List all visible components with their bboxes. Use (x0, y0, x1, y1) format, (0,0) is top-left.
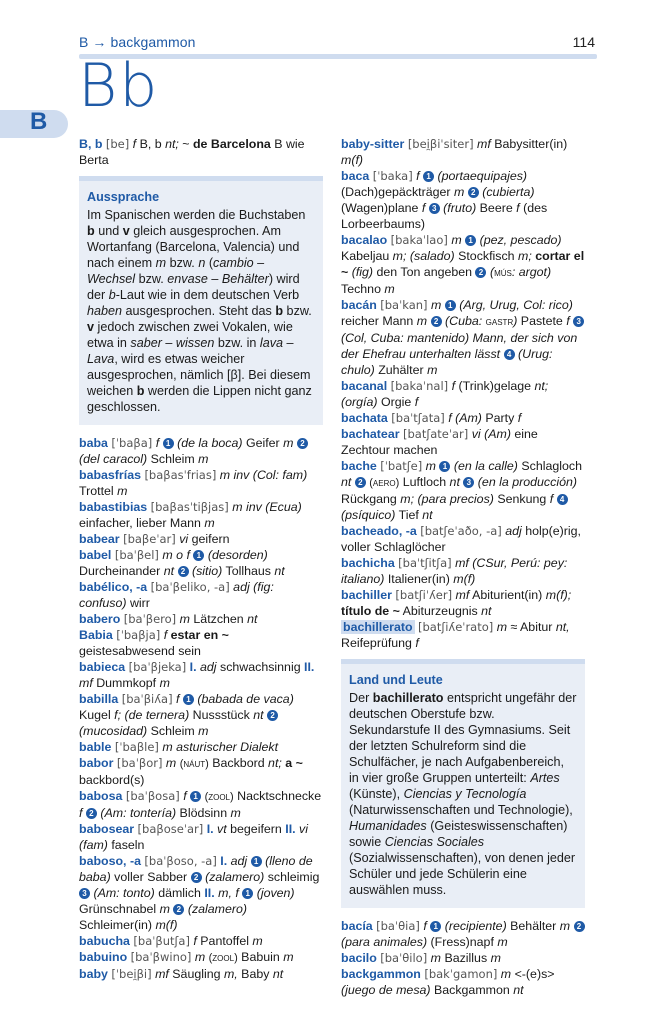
entry-baby: baby [ˈbei̯βi] mf Säugling m, Baby nt (79, 967, 284, 981)
aussprache-text: Im Spanischen werden die Buchstaben b und v gleich ausgesprochen. Am Wortanfang (Barcelona, Valencia) und nach einem m bzw. n (cambio – Wechsel bzw. envase – Behälter) wird der b-Laut wie in dem deutschen Verb haben ausgesprochen. Steht das b bzw. v jedoch zwischen zwei Vokalen, wie etwa in saber – wissen bzw. in lava – Lava, wird es etwas weicher ausgesprochen, nämlich [β]. Bei diesem weichen b werden die Lippen nicht ganz geschlossen. (87, 208, 312, 414)
entry-bachata: bachata [baˈtʃata] f (Am) Party f (341, 411, 522, 425)
running-title: B → backgammon (79, 34, 196, 50)
land-und-leute-text: Der bachillerato entspricht ungefähr der deutschen Oberstufe bzw. Sekundarstufe II des Gymnasiums. Seit der letzten Schulreform sind die Schulfächer, je nach Aufgabenbereich, in vier große Gruppen unterteilt: Artes (Künste), Ciencias y Tecnología (Naturwissenschaften und Technologie), Humanidades (Geisteswissenschaften) sowie Ciencias Sociales (Sozialwissenschaften), von denen jeder Schüler und jede Schülerin eine auswählen muss. (349, 691, 577, 897)
entry-bacanal: bacanal [bakaˈnal] f (Trink)gelage nt; (orgía) Orgie f (341, 379, 549, 409)
entry-bachatear: bachatear [batʃateˈar] vi (Am) eine Zechtour machen (341, 427, 538, 457)
entry-babero: babero [baˈβero] m Lätzchen nt (79, 612, 258, 626)
entry-babear: babear [baβeˈar] vi geifern (79, 532, 230, 546)
entry-babosa: babosa [baˈβosa] f 1 (zool) Nacktschnecke f 2 (Am: tontería) Blödsinn m (79, 789, 322, 820)
page-number: 114 (572, 34, 595, 50)
entry-babelico: babélico, -a [baˈβeliko, -a] adj (fig: confuso) wirr (79, 580, 274, 610)
thumb-index-letter: B (30, 108, 48, 135)
entry-baca: baca [ˈbaka] f 1 (portaequipajes) (Dach)gepäckträger m 2 (cubierta) (Wagen)plane f 3 (fruto) Beere f (des Lorbeerbaums) (341, 169, 548, 231)
land-und-leute-box (341, 659, 585, 908)
entry-baby-sitter: baby-sitter [bei̯βiˈsiter] mf Babysitter(in) m(f) (341, 137, 568, 167)
entry-babieca: babieca [baˈβjeka] I. adj schwachsinnig II. mf Dummkopf m (79, 660, 315, 690)
entry-babosear: babosear [baβoseˈar] I. vt begeifern II. vi (fam) faseln (79, 822, 308, 852)
entry-bachillerato: bachillerato [batʃiʎeˈrato] m ≈ Abitur nt, Reifeprüfung f (341, 620, 570, 650)
aussprache-box (79, 176, 323, 425)
entry-bache: bache [ˈbatʃe] m 1 (en la calle) Schlagloch nt 2 (aero) Luftloch nt 3 (en la producción) Rückgang m; (para precios) Senkung f 4 (psíquico) Tief nt (341, 459, 582, 522)
entry-b: B, b [be] f B, b nt; ~ de Barcelona B wie Berta (79, 137, 305, 167)
land-und-leute-title: Land und Leute (349, 673, 443, 687)
entry-bachiller: bachiller [batʃiˈʎer] mf Abiturient(in) m(f); título de ~ Abiturzeugnis nt (341, 588, 572, 618)
entry-baba: baba [ˈbaβa] f 1 (de la boca) Geifer m 2 (del caracol) Schleim m (79, 435, 323, 467)
section-letters: Bb (78, 51, 160, 121)
entry-babuino: babuino [baˈβwino] m (zool) Babuin m (79, 950, 294, 964)
aussprache-title: Aussprache (87, 190, 160, 204)
entry-bacan: bacán [baˈkan] m 1 (Arg, Urug, Col: rico) reicher Mann m 2 (Cuba: gastr) Pastete f 3 (Col, Cuba: mantenido) Mann, der sich von der Ehefrau unterhalten lässt 4 (Urug: chulo) Zuhälter m (341, 297, 585, 378)
entry-bacalao: bacalao [bakaˈlao] m 1 (pez, pescado) Kabeljau m; (salado) Stockfisch m; cortar el ~ (fig) den Ton angeben 2 (mús: argot) Techno m (341, 233, 585, 296)
entry-backgammon: backgammon [bakˈgamon] m <-(e)s> (juego de mesa) Backgammon nt (341, 967, 555, 997)
entry-bacheado: bacheado, -a [batʃeˈaðo, -a] adj holp(e)rig, voller Schlaglöcher (341, 524, 581, 554)
entry-babasfrias: babasfrías [baβasˈfrias] m inv (Col: fam) Trottel m (79, 468, 308, 498)
entry-bable: bable [ˈbaβle] m asturischer Dialekt (79, 740, 279, 754)
entry-babor: babor [baˈβor] m (náut) Backbord nt; a ~ backbord(s) (79, 756, 303, 787)
left-column (79, 136, 323, 982)
entry-babia: Babia [ˈbaβja] f estar en ~ geistesabwesend sein (79, 628, 229, 658)
entry-babel: babel [baˈβel] m o f 1 (desorden) Durcheinander nt 2 (sitio) Tollhaus nt (79, 548, 285, 578)
entry-bacilo: bacilo [baˈθilo] m Bazillus m (341, 951, 501, 965)
right-column (341, 136, 585, 998)
entry-babucha: babucha [baˈβutʃa] f Pantoffel m (79, 934, 263, 948)
entry-babilla: babilla [baˈβiʎa] f 1 (babada de vaca) Kugel f; (de ternera) Nussstück nt 2 (mucosidad) Schleim m (79, 692, 294, 738)
entry-bachicha: bachicha [baˈtʃitʃa] mf (CSur, Perú: pey: italiano) Italiener(in) m(f) (341, 556, 568, 586)
entry-baboso: baboso, -a [baˈβoso, -a] I. adj 1 (lleno de baba) voller Sabber 2 (zalamero) schleimig 3 (Am: tonto) dämlich II. m, f 1 (joven) Grünschnabel m 2 (zalamero) Schleimer(in) m(f) (79, 854, 320, 932)
entry-bacia: bacía [baˈθia] f 1 (recipiente) Behälter m 2 (para animales) (Fress)napf m (341, 918, 585, 950)
entry-babastibias: babastibias [baβasˈtiβjas] m inv (Ecua) einfacher, lieber Mann m (79, 500, 302, 530)
